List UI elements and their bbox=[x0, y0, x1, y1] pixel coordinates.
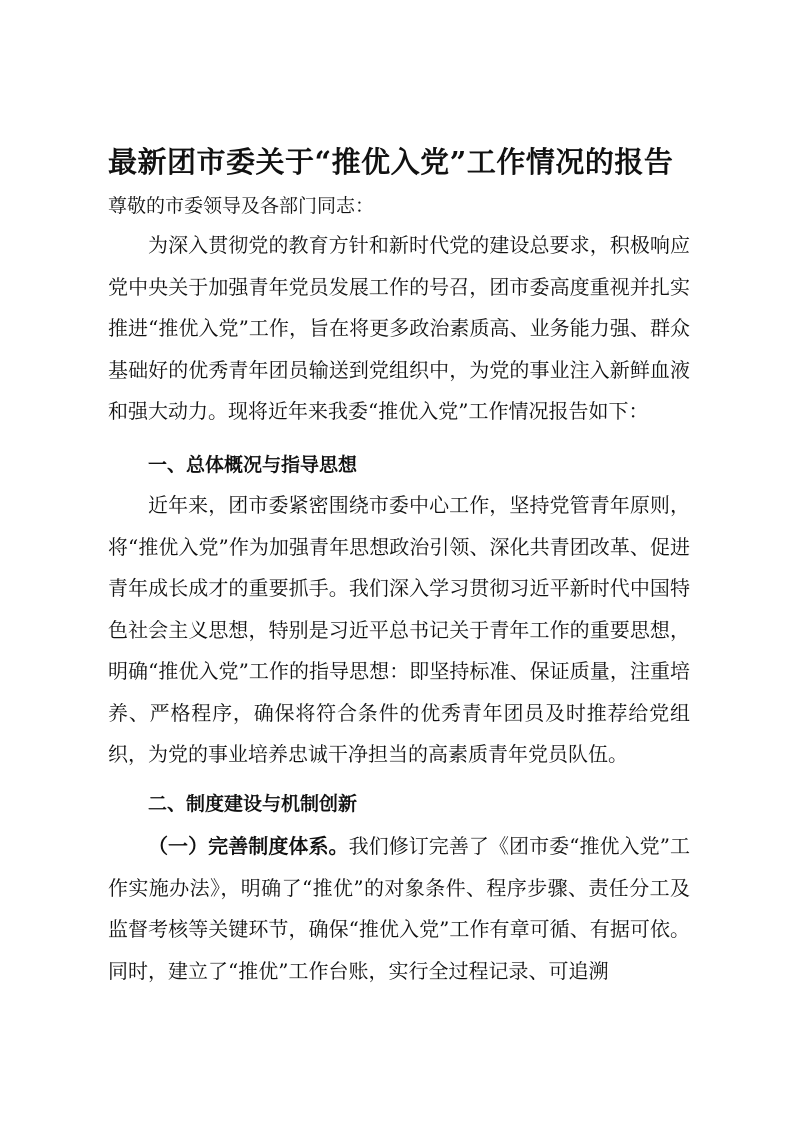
subsection-lead: （一）完善制度体系。 bbox=[148, 834, 349, 858]
salutation: 尊敬的市委领导及各部门同志： bbox=[108, 195, 375, 217]
intro-paragraph: 为深入贯彻党的教育方针和新时代党的建设总要求，积极响应党中央关于加强青年党员发展工作的号召，团市委高度重视并扎实推进“推优入党”工作，旨在将更多政治素质高、业务能力强、群众基础好的优秀青年团员输送到党组织中，为党的事业注入新鲜血液和强大动力。现将近年来我委“推优入党”工作情况报告如下： bbox=[108, 233, 690, 423]
document-title: 最新团市委关于“推优入党”工作情况的报告 bbox=[108, 145, 674, 179]
section-heading-overview: 一、总体概况与指导思想 bbox=[148, 454, 358, 476]
overview-paragraph: 近年来，团市委紧密围绕市委中心工作，坚持党管青年原则，将“推优入党”作为加强青年思想政治引领、深化共青团改革、促进青年成长成才的重要抓手。我们深入学习贯彻习近平新时代中国特色社会主义思想，特别是习近平总书记关于青年工作的重要思想，明确“推优入党”工作的指导思想：即坚持标准、保证质量，注重培养、严格程序，确保将符合条件的优秀青年团员及时推荐给党组织，为党的事业培养忠诚干净担当的高素质青年党员队伍。 bbox=[108, 493, 690, 766]
subsection-body: 我们修订完善了《团市委“推优入党”工作实施办法》，明确了“推优”的对象条件、程序步骤、责任分工及监督考核等关键环节，确保“推优入党”工作有章可循、有据可依。同时，建立了“推优”工作台账，实行全过程记录、可追溯 bbox=[108, 834, 691, 983]
section-heading-system: 二、制度建设与机制创新 bbox=[148, 793, 358, 815]
system-paragraph bbox=[108, 826, 690, 992]
